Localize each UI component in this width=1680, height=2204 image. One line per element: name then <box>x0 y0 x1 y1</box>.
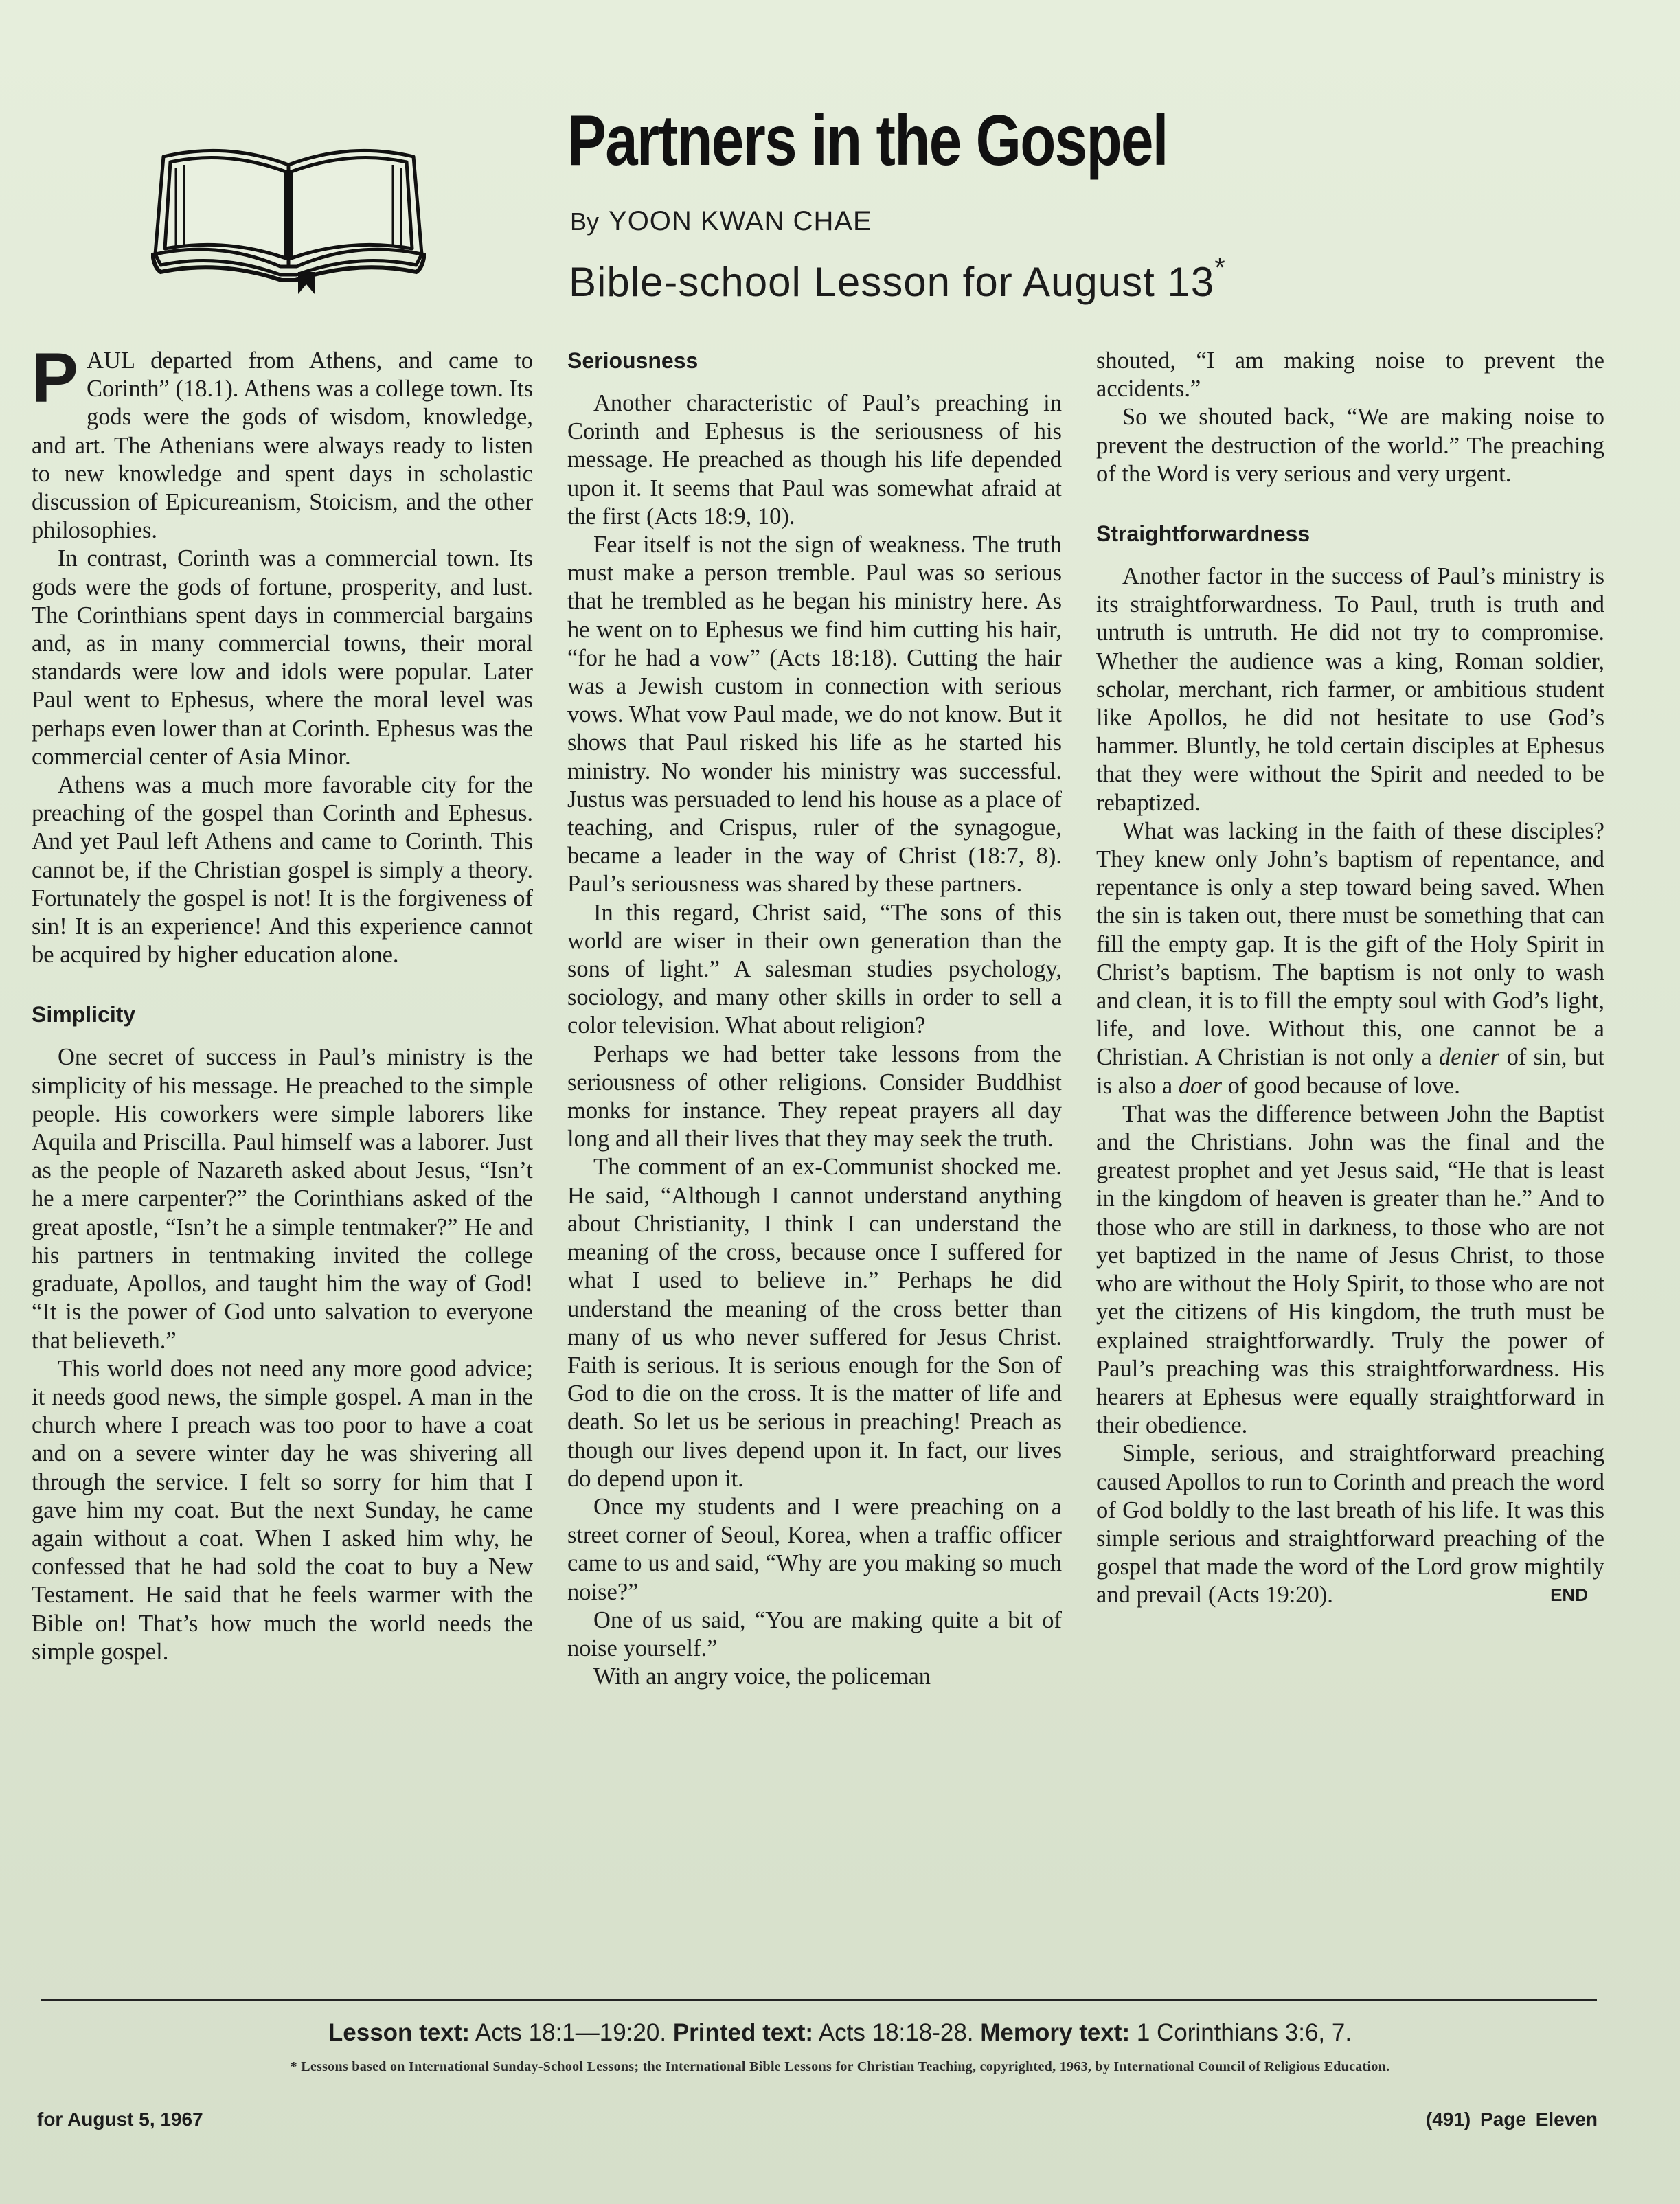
section-heading-simplicity: Simplicity <box>32 1002 136 1027</box>
paragraph: In contrast, Corinth was a commercial town. Its gods were the gods of fortune, prosperity, and lust. The Corinthians spent days in commercial bargains and, as in many commercial towns, their moral standards were low and idols were popular. Later Paul went to Ephesus, where the moral level was perhaps even lower than at Corinth. Ephesus was the commercial center of Asia Minor. <box>32 545 533 770</box>
lesson-footnote-mark: * <box>1214 253 1226 283</box>
paragraph: Athens was a much more favorable city for the preaching of the gospel than Corinth and Ephesus. And yet Paul left Athens and came to Corinth. This cannot be, if the Christian gospel is simply a theory. Fortunately the gospel is not! It is the forgiveness of sin! It is an experience! And this experience cannot be acquired by higher education alone. <box>32 772 533 968</box>
paragraph-text: Simple, serious, and straightforward preaching caused Apollos to run to Corinth and preach the word of God boldly to the last breath of his life. It was this simple serious and straightforward preaching of the gospel that made the word of the Lord grow mightily and prevail (Acts 19:20). <box>1096 1440 1604 1609</box>
column-2 <box>567 347 1062 1691</box>
paragraph-text: What was lacking in the faith of these disciples? They knew only John’s baptism of repentance, and repentance is only a step toward being saved. When the sin is taken out, there must be something that can fill the empty gap. It is the gift of the Holy Spirit in Christ’s baptism. The baptism is not only to wash and clean, it is to fill the empty soul with God’s light, life, and love. Without this, one cannot be a Christian. A Christian is not only a <box>1096 817 1604 1071</box>
paragraph-text: of good because of love. <box>1227 1072 1460 1099</box>
open-book-icon <box>151 137 426 302</box>
emphasis-doer: doer <box>1178 1072 1223 1099</box>
page-number: (491) Page Eleven <box>1425 2109 1598 2130</box>
paragraph-continued: shouted, “I am making noise to prevent the accidents.” <box>1096 348 1604 402</box>
paragraph: In this regard, Christ said, “The sons of this world are wiser in their own generation than the sons of light.” A salesman studies psychology, sociology, and many other skills in order to sell a color television. What about religion? <box>567 899 1062 1039</box>
paragraph: So we shouted back, “We are making noise to prevent the destruction of the world.” The preaching of the Word is very serious and very urgent. <box>1096 404 1604 487</box>
lesson-text-label: Lesson text: <box>328 2019 470 2046</box>
memory-text-value: 1 Corinthians 3:6, 7. <box>1136 2019 1352 2046</box>
paragraph: That was the difference between John the Baptist and the Christians. John was the final and the greatest prophet and yet Jesus said, “He that is least in the kingdom of heaven is greater than he.” And to those who are still in darkness, to those who are not yet baptized in the name of Jesus Christ, to those who are without the Holy Spirit, to those who are not yet the citizens of His kingdom, the truth must be explained straightforwardly. Truly the power of Paul’s preaching was this straightforwardness. His hearers at Ephesus were equally straightforward in their obedience. <box>1096 1100 1604 1439</box>
author-name: YOON KWAN CHAE <box>609 206 872 236</box>
paragraph: The comment of an ex-Communist shocked me. He said, “Although I cannot understand anything about Christianity, I think I can understand the meaning of the cross, because once I suffered for what I used to believe in.” Perhaps he did understand the meaning of the cross better than many of us who never suffered for Jesus Christ. Faith is serious. It is serious enough for the Son of God to die on the cross. It is the matter of life and death. So let us be serious in preaching! Preach as though our lives depend upon it. In fact, our lives do depend upon it. <box>567 1154 1062 1492</box>
divider-rule <box>41 1999 1597 2001</box>
article-title: Partners in the Gospel <box>567 101 1168 181</box>
memory-text-label: Memory text: <box>980 2019 1131 2046</box>
paragraph: With an angry voice, the policeman <box>593 1663 931 1690</box>
lesson-heading <box>569 253 1226 306</box>
printed-text-label: Printed text: <box>672 2019 814 2046</box>
emphasis-denier: denier <box>1439 1044 1500 1071</box>
paragraph: Another characteristic of Paul’s preaching in Corinth and Ephesus is the seriousness of his message. He preached as though his life depended upon it. It seems that Paul was somewhat afraid at the first (Acts 18:9, 10). <box>567 390 1062 530</box>
lesson-heading-text: Bible-school Lesson for August 13 <box>569 259 1215 305</box>
byline <box>570 206 872 237</box>
section-heading-seriousness: Seriousness <box>567 348 699 373</box>
opening-paragraph <box>32 339 533 545</box>
lesson-references <box>0 2019 1680 2047</box>
byline-prefix: By <box>570 207 600 236</box>
footnote: * Lessons based on International Sunday-School Lessons; the International Bible Lessons for Christian Teaching, copyrighted, 1963, by International Council of Religious Education. <box>290 2059 1390 2074</box>
drop-cap: P <box>32 339 79 417</box>
paragraph: Perhaps we had better take lessons from the seriousness of other religions. Consider Buddhist monks for instance. They repeat prayers all day long and all their lives that they may seek the truth. <box>567 1041 1062 1152</box>
column-1 <box>32 339 533 1666</box>
paragraph: Another factor in the success of Paul’s ministry is its straightforwardness. To Paul, truth is truth and untruth is untruth. He did not try to compromise. Whether the audience was a king, Roman soldier, scholar, merchant, rich farmer, or ambitious student like Apollos, he did not hesitate to use God’s hammer. Bluntly, he told certain disciples at Ephesus that they were without the Spirit and needed to be rebaptized. <box>1096 563 1604 816</box>
paragraph: Fear itself is not the sign of weakness. The truth must make a person tremble. Paul was so serious that he trembled as he began his ministry here. As he went on to Ephesus we find him cutting his hair, “for he had a vow” (Acts 18:18). Cutting the hair was a Jewish custom in connection with serious vows. What vow Paul made, we do not know. But it shows that Paul risked his life as he started his ministry. No wonder his ministry was successful. Justus was persuaded to lend his house as a place of teaching, and Crispus, ruler of the synagogue, became a leader in the way of Christ (18:7, 8). Paul’s seriousness was shared by these partners. <box>567 532 1062 898</box>
opening-paragraph-text: AUL departed from Athens, and came to Corinth” (18.1). Athens was a college town. Its gods were the gods of wisdom, knowledge, and art. The Athenians were always ready to listen to new knowledge and spent days in scholastic discussion of Epicureanism, Stoicism, and the other philosophies. <box>32 348 533 544</box>
paragraph: One of us said, “You are making quite a bit of noise yourself.” <box>567 1606 1062 1661</box>
paragraph <box>1096 817 1604 1100</box>
lesson-text-value: Acts 18:1—19:20. <box>475 2019 667 2046</box>
section-heading-straightforwardness: Straightforwardness <box>1096 521 1310 547</box>
paragraph: Once my students and I were preaching on a street corner of Seoul, Korea, when a traffic officer came to us and said, “Why are you making so much noise?” <box>567 1493 1062 1605</box>
paragraph-text: of sin, but is also a <box>1096 1044 1605 1099</box>
end-mark: END <box>1550 1584 1588 1606</box>
printed-text-value: Acts 18:18-28. <box>818 2019 974 2046</box>
paragraph: One secret of success in Paul’s ministry is the simplicity of his message. He preached to the simple people. His coworkers were simple laborers like Aquila and Priscilla. Paul himself was a laborer. Just as the people of Nazareth asked about Jesus, “Isn’t he a mere carpenter?” the Corinthians asked of the great apostle, “Isn’t he a simple tentmaker?” He and his partners in tentmaking invited the college graduate, Apollos, and taught him the way of God! “It is the power of God unto salvation to everyone that believeth.” <box>32 1044 533 1354</box>
paragraph: This world does not need any more good advice; it needs good news, the simple gospel. A man in the church where I preach was too poor to have a coat and on a severe winter day he was shivering all through the service. I felt so sorry for him that I gave him my coat. But the next Sunday, he came again without a coat. When I asked him why, he confessed that he had sold the coat to buy a New Testament. He said that he feels warmer with the Bible on! That’s how much the world needs the simple gospel. <box>32 1355 533 1665</box>
column-3 <box>1096 347 1604 1610</box>
issue-date: for August 5, 1967 <box>37 2109 203 2130</box>
paragraph <box>1096 1440 1604 1609</box>
